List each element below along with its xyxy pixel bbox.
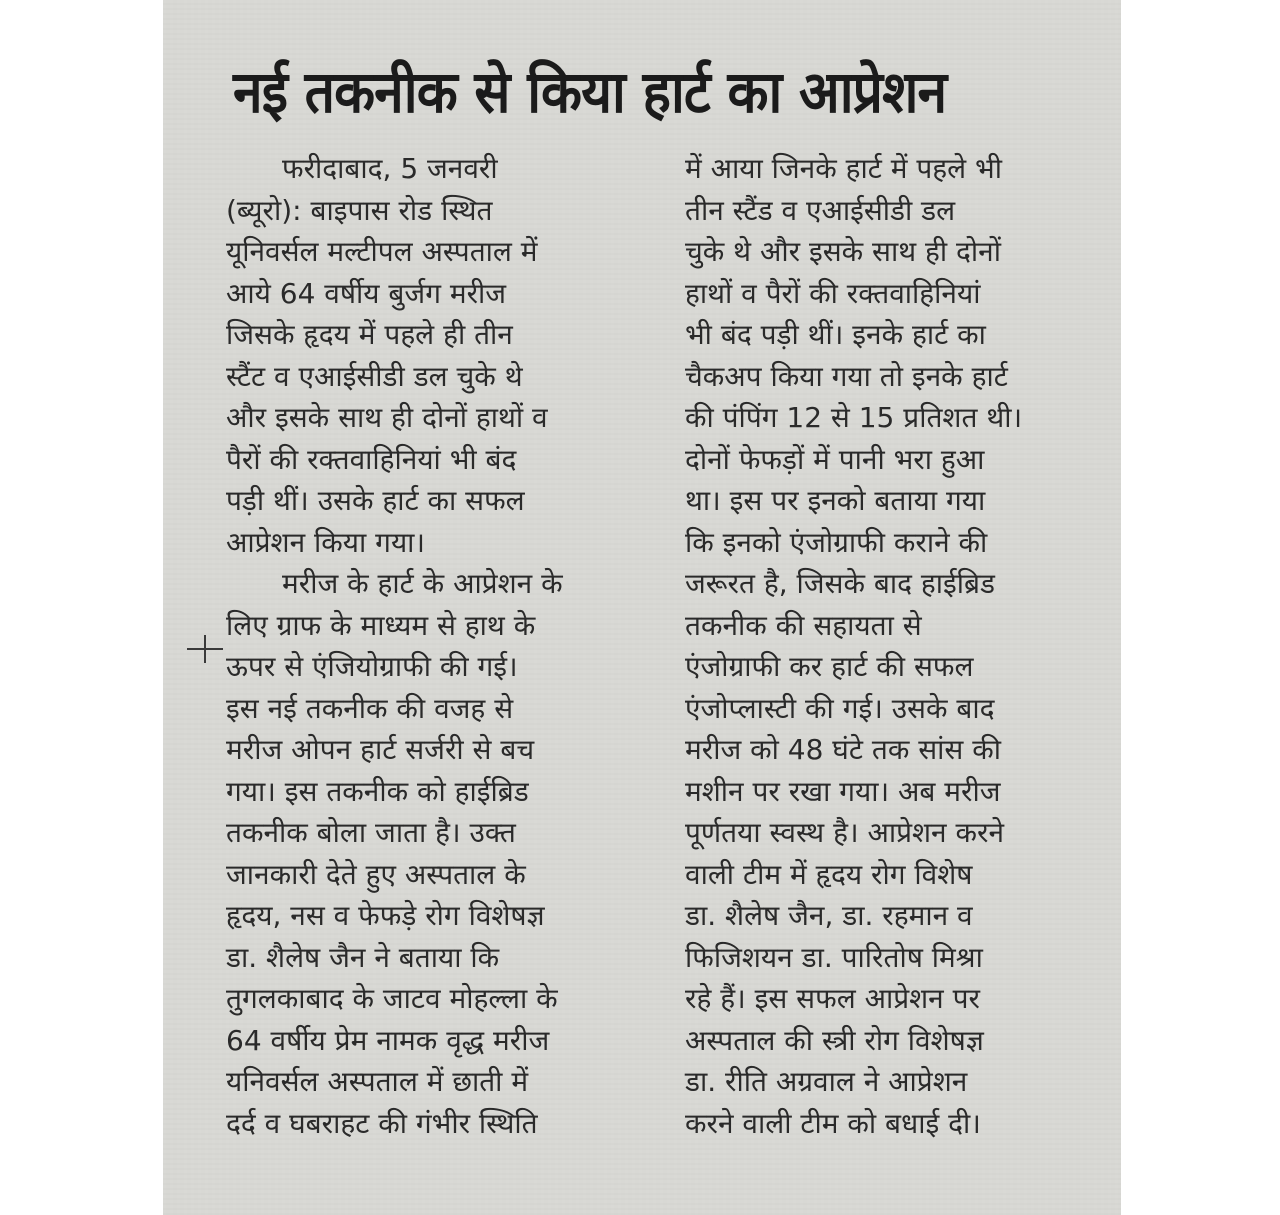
text-line: फिजिशयन डा. पारितोष मिश्रा xyxy=(685,940,983,974)
text-line: पूर्णतया स्वस्थ है। आप्रेशन करने xyxy=(685,816,1004,849)
right-column xyxy=(685,148,1105,1144)
newspaper-clipping xyxy=(163,0,1121,1215)
text-line: हृदय, नस व फेफड़े रोग विशेषज्ञ xyxy=(226,899,545,932)
text-line: करने वाली टीम को बधाई दी। xyxy=(685,1106,981,1140)
text-line: (ब्यूरो): बाइपास रोड स्थित xyxy=(226,193,493,227)
text-line: डा. शैलेष जैन ने बताया कि xyxy=(226,940,500,974)
text-line: तीन स्टैंड व एआईसीडी डल xyxy=(685,193,956,227)
text-line: और इसके साथ ही दोनों हाथों व xyxy=(226,401,548,434)
paragraph-start: मरीज के हार्ट के आप्रेशन के xyxy=(282,567,563,600)
margin-plus-mark xyxy=(187,648,223,650)
text-line: था। इस पर इनको बताया गया xyxy=(685,484,986,517)
text-line: आप्रेशन किया गया। xyxy=(226,525,426,559)
text-line: हाथों व पैरों की रक्तवाहिनियां xyxy=(685,276,981,310)
text-line: 64 वर्षीय प्रेम नामक वृद्ध मरीज xyxy=(226,1023,550,1057)
text-line: कि इनको एंजोग्राफी कराने की xyxy=(685,525,988,559)
text-line: मरीज ओपन हार्ट सर्जरी से बच xyxy=(226,733,535,766)
text-line: चुके थे और इसके साथ ही दोनों xyxy=(685,235,1001,268)
text-line: वाली टीम में हृदय रोग विशेष xyxy=(685,857,973,891)
text-line: दोनों फेफड़ों में पानी भरा हुआ xyxy=(685,442,985,476)
text-line: स्टैंट व एआईसीडी डल चुके थे xyxy=(226,359,523,393)
text-line: रहे हैं। इस सफल आप्रेशन पर xyxy=(685,982,980,1015)
text-line: की पंपिंग 12 से 15 प्रतिशत थी। xyxy=(685,401,1023,434)
text-line: मरीज को 48 घंटे तक सांस की xyxy=(685,733,1002,766)
text-line: अस्पताल की स्त्री रोग विशेषज्ञ xyxy=(685,1023,984,1057)
text-line: पड़ी थीं। उसके हार्ट का सफल xyxy=(226,484,525,517)
text-line: जानकारी देते हुए अस्पताल के xyxy=(226,857,526,891)
text-line: यनिवर्सल अस्पताल में छाती में xyxy=(226,1065,529,1098)
text-line: जरूरत है, जिसके बाद हाईब्रिड xyxy=(685,567,995,600)
text-line: डा. शैलेष जैन, डा. रहमान व xyxy=(685,899,973,932)
text-line: मशीन पर रखा गया। अब मरीज xyxy=(685,774,1001,808)
text-line: तकनीक की सहायता से xyxy=(685,608,922,642)
text-line: पैरों की रक्तवाहिनियां भी बंद xyxy=(226,442,517,476)
text-line: गया। इस तकनीक को हाईब्रिड xyxy=(226,774,529,808)
text-line: लिए ग्राफ के माध्यम से हाथ के xyxy=(226,608,536,642)
text-line: तुगलकाबाद के जाटव मोहल्ला के xyxy=(226,982,558,1015)
text-line: भी बंद पड़ी थीं। इनके हार्ट का xyxy=(685,318,986,351)
text-line: एंजोप्लास्टी की गई। उसके बाद xyxy=(685,691,995,725)
dateline: फरीदाबाद, 5 जनवरी xyxy=(282,152,498,185)
text-line: चैकअप किया गया तो इनके हार्ट xyxy=(685,359,1008,393)
text-line: डा. रीति अग्रवाल ने आप्रेशन xyxy=(685,1065,968,1098)
text-line: इस नई तकनीक की वजह से xyxy=(226,691,514,725)
text-line: ऊपर से एंजियोग्राफी की गई। xyxy=(226,650,518,683)
text-line: तकनीक बोला जाता है। उक्त xyxy=(226,816,516,849)
left-column xyxy=(226,148,666,1144)
text-line: एंजोग्राफी कर हार्ट की सफल xyxy=(685,650,974,683)
text-line: यूनिवर्सल मल्टीपल अस्पताल में xyxy=(226,235,538,268)
headline: नई तकनीक से किया हार्ट का आप्रेशन xyxy=(233,58,947,126)
text-line: जिसके हृदय में पहले ही तीन xyxy=(226,318,513,351)
text-line: में आया जिनके हार्ट में पहले भी xyxy=(685,152,1002,185)
text-line: दर्द व घबराहट की गंभीर स्थिति xyxy=(226,1106,538,1140)
text-line: आये 64 वर्षीय बुर्जग मरीज xyxy=(226,276,507,310)
